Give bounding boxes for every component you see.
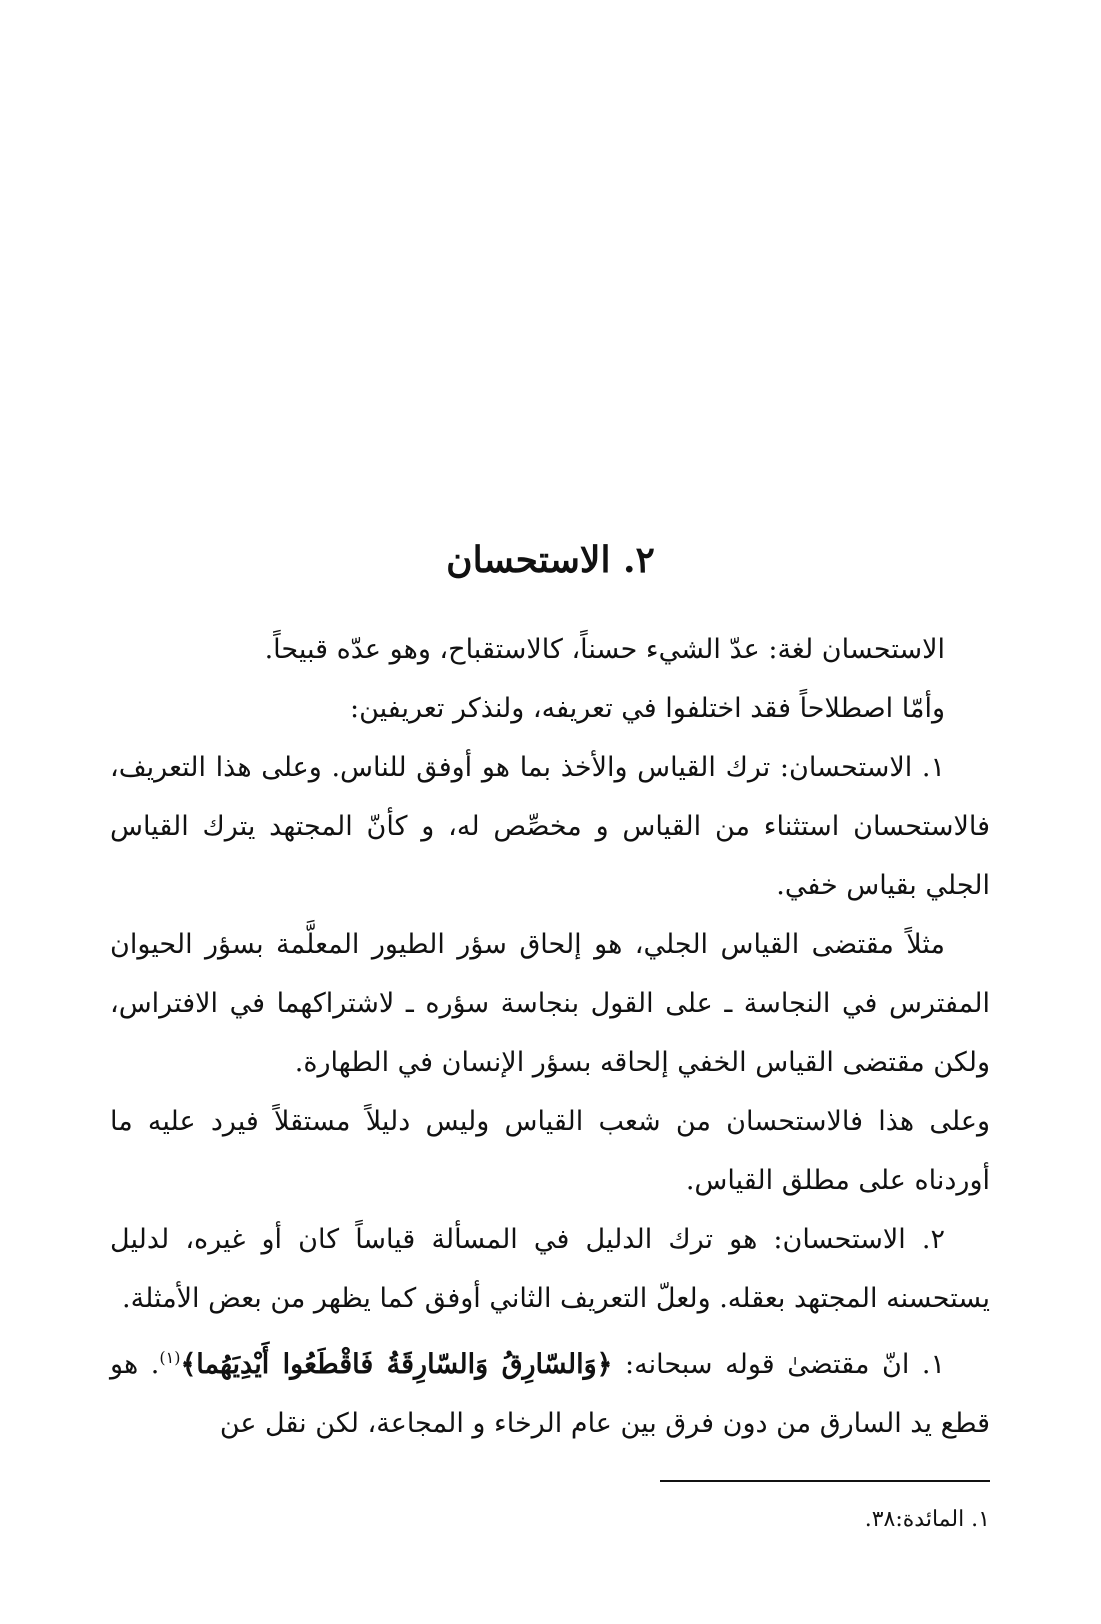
quran-verse: ﴿وَالسّارِقُ وَالسّارِقَةُ فَاقْطَعُوا أَيْدِيَهُما﴾ — [180, 1349, 613, 1380]
paragraph-technical-intro: وأمّا اصطلاحاً فقد اختلفوا في تعريفه، ولنذكر تعريفين: — [350, 693, 945, 724]
footnote-reference: (١) — [159, 1348, 181, 1367]
paragraph-first-definition: ١. الاستحسان: ترك القياس والأخذ بما هو أوفق للناس. وعلى هذا التعريف، فالاستحسان استثناء من القياس و مخصِّص له، و كأنّ المجتهد يترك القياس الجلي بقياس خفي. — [110, 752, 990, 901]
section-title: ٢. الاستحسان — [446, 539, 655, 581]
example-lead: ١. انّ مقتضىٰ قوله سبحانه: — [625, 1349, 945, 1380]
paragraph-consequence: وعلى هذا فالاستحسان من شعب القياس وليس دليلاً مستقلاً فيرد عليه ما أوردناه على مطلق القياس. — [110, 1106, 990, 1196]
footnote-divider — [660, 1480, 990, 1482]
paragraph-example: مثلاً مقتضى القياس الجلي، هو إلحاق سؤر الطيور المعلَّمة بسؤر الحيوان المفترس في النجاسة ـ على القول بنجاسة سؤره ـ لاشتراكهما في الافتراس، ولكن مقتضى القياس الخفي إلحاقه بسؤر الإنسان في الطهارة. — [110, 929, 990, 1078]
paragraph-linguistic-definition: الاستحسان لغة: عدّ الشيء حسناً، كالاستقباح، وهو عدّه قبيحاً. — [264, 634, 945, 665]
example-continuation: . هو قطع يد السارق من دون فرق بين عام الرخاء و المجاعة، لكن نقل عن — [110, 1349, 990, 1439]
paragraph-second-definition: ٢. الاستحسان: هو ترك الدليل في المسألة قياساً كان أو غيره، لدليل يستحسنه المجتهد بعقله. ولعلّ التعريف الثاني أوفق كما يظهر من بعض الأمثلة. — [110, 1224, 990, 1314]
footnote: ١. المائدة:٣٨. — [864, 1507, 990, 1532]
paragraph-quran-example — [110, 1328, 990, 1453]
body-text — [110, 620, 990, 1453]
